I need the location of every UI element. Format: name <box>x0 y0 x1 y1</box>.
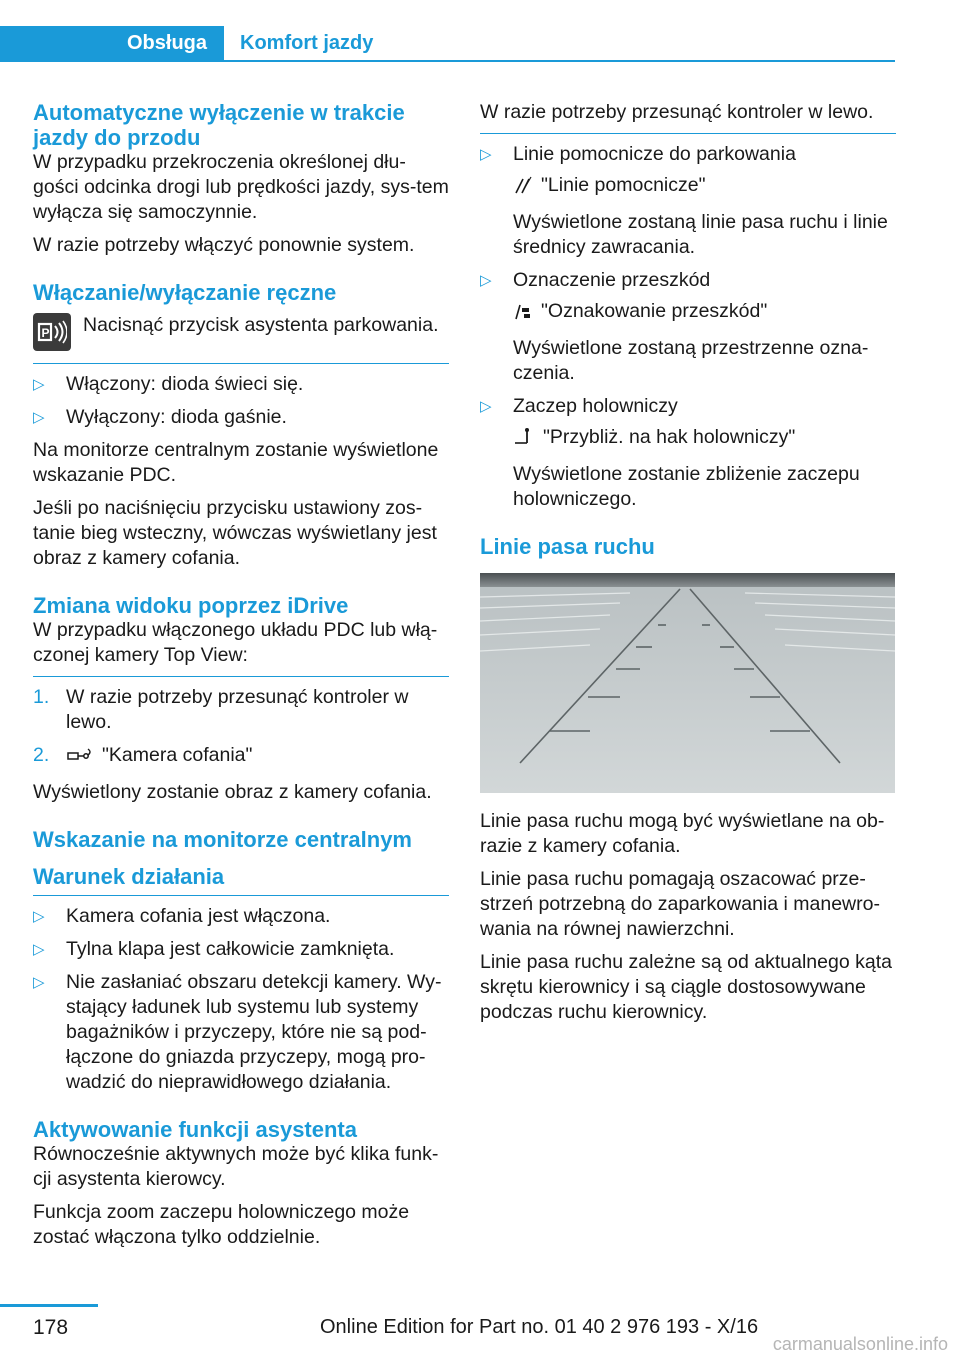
bullet-icon: ▷ <box>480 146 492 163</box>
list-item: ▷ Wyłączony: dioda gaśnie. <box>33 406 287 428</box>
parking-lines-icon <box>513 175 533 202</box>
paragraph: W razie potrzeby włączyć ponownie system. <box>33 234 415 256</box>
right-column <box>480 100 896 1033</box>
bullet-icon: ▷ <box>33 409 45 426</box>
reverse-camera-icon <box>66 745 94 772</box>
paragraph: W przypadku przekroczenia określonej dłu‐gości odcinka drogi lub prędkości jazdy, sys‐tem wyłącza się samoczynnie. <box>33 151 449 223</box>
tab-obsluga-label: Obsługa <box>126 31 207 54</box>
section-title-assistant: Aktywowanie funkcji asystenta <box>33 1117 357 1142</box>
paragraph: W przypadku włączonego układu PDC lub włą‐czonej kamery Top View: <box>33 619 438 666</box>
bullet-icon: ▷ <box>33 941 45 958</box>
tab-komfort-jazdy-label: Komfort jazdy <box>240 32 374 54</box>
paragraph: Jeśli po naciśnięciu przycisku ustawiony zos‐tanie bieg wsteczny, wówczas wyświetlany jest obraz z kamery cofania. <box>33 497 437 569</box>
list-item: ▷ Tylna klapa jest całkowicie zamknięta. <box>33 938 395 960</box>
options-list <box>480 142 896 512</box>
tow-hitch-icon <box>513 427 535 454</box>
section-title-manual: Włączanie/wyłączanie ręczne <box>33 280 337 305</box>
section-title-idrive: Zmiana widoku poprzez iDrive <box>33 593 349 618</box>
button-instruction-text: Nacisnąć przycisk asystenta parkowania. <box>83 314 439 336</box>
paragraph: Na monitorze centralnym zostanie wyświetlone wskazanie PDC. <box>33 439 439 486</box>
divider <box>33 895 449 896</box>
section-title-lanes: Linie pasa ruchu <box>480 534 655 559</box>
rear-camera-lane-lines-image <box>480 573 895 793</box>
parking-assistant-button-icon <box>33 313 71 351</box>
list-item: ▷ Oznaczenie przeszkód "Oznakowanie przeszkód" Wyświetlone zostaną przestrzenne ozna‐czenia. <box>480 269 869 384</box>
section-title-condition: Warunek działania <box>33 864 225 889</box>
list-item: ▷ Nie zasłaniać obszaru detekcji kamery. Wy‐stający ładunek lub systemu lub systemy bagażników i przyczepy, które nie są pod‐łączone do gniazda przyczepy, mogą pro‐wadzić do nieprawidłowego działania. <box>33 971 442 1093</box>
paragraph: Linie pasa ruchu zależne są od aktualnego kąta skrętu kierownicy i są ciągle dostosowywane podczas ruchu kierownicy. <box>480 951 892 1023</box>
led-status-list <box>33 372 449 430</box>
step-item: 1. W razie potrzeby przesunąć kontroler w lewo. <box>33 686 409 733</box>
page-header <box>0 26 895 62</box>
paragraph: Wyświetlony zostanie obraz z kamery cofania. <box>33 781 432 803</box>
button-instruction <box>33 313 449 351</box>
divider <box>33 676 449 677</box>
divider <box>33 363 449 364</box>
bullet-icon: ▷ <box>33 974 45 991</box>
condition-list <box>33 904 449 1095</box>
page-number: 178 <box>33 1316 69 1339</box>
left-column <box>33 100 449 1258</box>
section-title-auto-off: Automatyczne wyłączenie w trakcie jazdy do przodu <box>33 100 405 150</box>
list-item: ▷ Włączony: dioda świeci się. <box>33 373 304 395</box>
paragraph: Linie pasa ruchu pomagają oszacować prze‐strzeń potrzebną do zaparkowania i manewro‐wania na równej nawierzchni. <box>480 868 880 940</box>
paragraph: Równocześnie aktywnych może być klika funk‐cji asystenta kierowcy. <box>33 1143 439 1190</box>
bullet-icon: ▷ <box>33 908 45 925</box>
section-title-monitor: Wskazanie na monitorze centralnym <box>33 827 412 852</box>
tab-obsluga[interactable] <box>0 26 224 60</box>
list-item: ▷ Zaczep holowniczy "Przybliż. na hak holowniczy" Wyświetlone zostanie zbliżenie zaczepu holowniczego. <box>480 395 860 510</box>
list-item: ▷ Linie pomocnicze do parkowania "Linie pomocnicze" Wyświetlone zostaną linie pasa ruchu i linie średnicy zawracania. <box>480 143 888 258</box>
watermark: carmanualsonline.info <box>772 1334 948 1354</box>
obstacle-marking-icon <box>513 301 533 328</box>
steps-list <box>33 685 449 772</box>
list-item: ▷ Kamera cofania jest włączona. <box>33 905 331 927</box>
edition-text: Online Edition for Part no. 01 40 2 976 193 - X/16 <box>320 1316 759 1338</box>
bullet-icon: ▷ <box>480 398 492 415</box>
bullet-icon: ▷ <box>480 272 492 289</box>
paragraph: Funkcja zoom zaczepu holowniczego może zostać włączona tylko oddzielnie. <box>33 1201 410 1248</box>
header-divider <box>0 60 895 62</box>
step-item: 2. "Kamera cofania" <box>33 743 449 772</box>
paragraph: W razie potrzeby przesunąć kontroler w lewo. <box>480 101 874 123</box>
divider <box>480 133 896 134</box>
footer-divider <box>0 1304 98 1307</box>
tab-komfort-jazdy[interactable] <box>240 26 373 60</box>
svg-text:P: P <box>41 326 50 340</box>
bullet-icon: ▷ <box>33 376 45 393</box>
paragraph: Linie pasa ruchu mogą być wyświetlane na ob‐razie z kamery cofania. <box>480 810 885 857</box>
